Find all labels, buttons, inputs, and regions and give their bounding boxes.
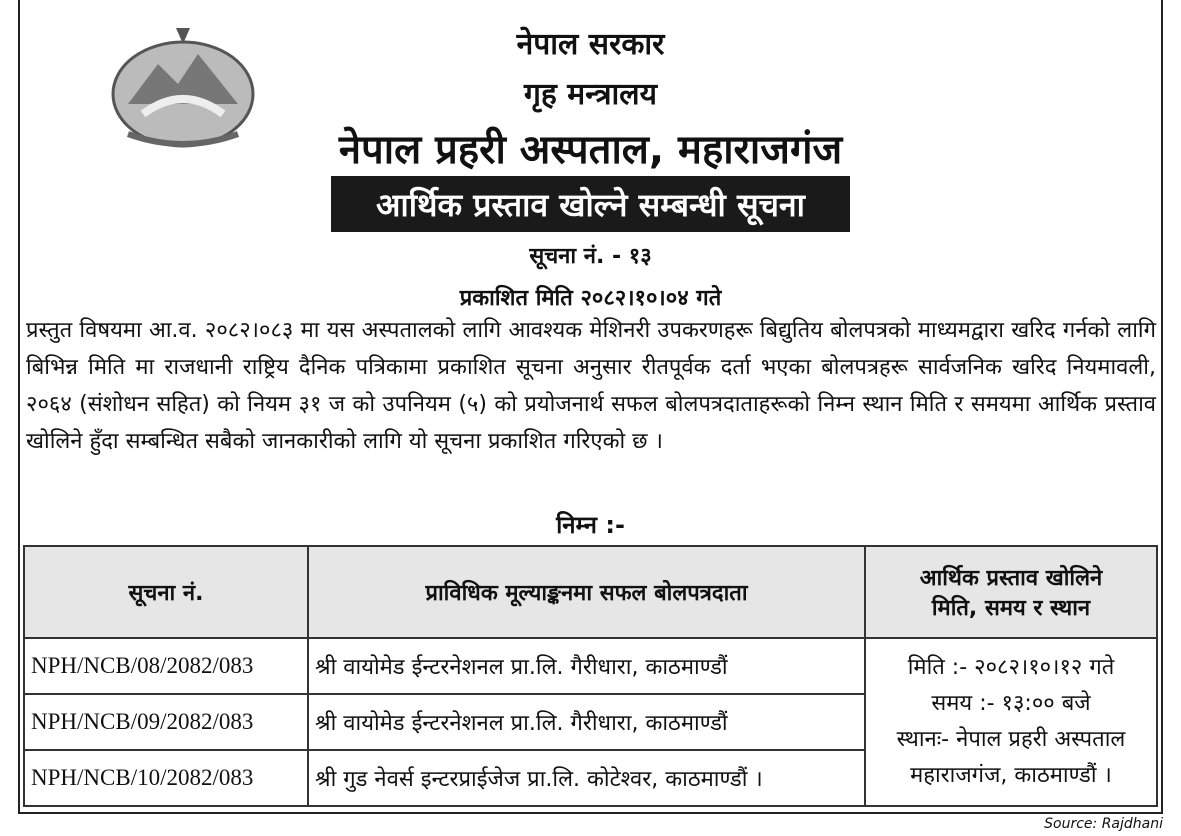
header-schedule-line2: मिति, समय र स्थान xyxy=(931,596,1091,621)
office-title: नेपाल प्रहरी अस्पताल, महाराजगंज xyxy=(338,127,843,173)
notice-no-cell: NPH/NCB/08/2082/083 xyxy=(24,638,308,694)
published-date: प्रकाशित मिति २०८२।१०।०४ गते xyxy=(459,286,722,311)
table-header-row xyxy=(24,546,1157,638)
notice-banner: आर्थिक प्रस्ताव खोल्ने सम्बन्धी सूचना xyxy=(331,176,850,232)
bidder-cell: श्री गुड नेवर्स इन्टरप्राईजेज प्रा.लि. कोटेश्वर, काठमाण्डौं । xyxy=(308,750,865,806)
ministry-title: गृह मन्त्रालय xyxy=(523,77,658,112)
bidder-cell: श्री वायोमेड ईन्टरनेशनल प्रा.लि. गैरीधारा, काठमाण्डौं xyxy=(308,694,865,750)
header-schedule-line1: आर्थिक प्रस्ताव खोलिने xyxy=(919,566,1103,591)
header-notice-no: सूचना नं. xyxy=(24,546,308,638)
notice-no-cell: NPH/NCB/09/2082/083 xyxy=(24,694,308,750)
schedule-time: समय :- १३:०० बजे xyxy=(931,691,1091,716)
notice-no-cell: NPH/NCB/10/2082/083 xyxy=(24,750,308,806)
header-schedule xyxy=(865,546,1157,638)
bidder-table xyxy=(23,545,1158,807)
table-row xyxy=(24,638,1157,694)
source-credit: Source: Rajdhani xyxy=(1044,816,1163,832)
schedule-cell xyxy=(865,638,1157,806)
notice-number: सूचना नं. - १३ xyxy=(529,244,652,269)
government-title: नेपाल सरकार xyxy=(516,27,665,62)
schedule-place-city: महाराजगंज, काठमाण्डौं । xyxy=(910,763,1112,788)
header-bidder: प्राविधिक मूल्याङ्कनमा सफल बोलपत्रदाता xyxy=(308,546,865,638)
notice-body: प्रस्तुत विषयमा आ.व. २०८२।०८३ मा यस अस्पतालको लागि आवश्यक मेशिनरी उपकरणहरू बिद्युतिय बोलपत्रको माध्यमद्वारा खरिद गर्नको लागि बिभिन्न मिति मा राजधानी राष्ट्रिय दैनिक पत्रिकामा प्रकाशित सूचना अनुसार रीतपूर्वक दर्ता भएका बोलपत्रहरू सार्वजनिक खरिद नियमावली, २०६४ (संशोधन सहित) को नियम ३१ ज को उपनियम (५) को प्रयोजनार्थ सफल बोलपत्रदाताहरूको निम्न स्थान मिति र समयमा आर्थिक प्रस्ताव खोलिने हुँदा सम्बन्धित सबैको जानकारीको लागि यो सूचना प्रकाशित गरिएको छ । xyxy=(26,318,1156,454)
schedule-place: स्थानः- नेपाल प्रहरी अस्पताल xyxy=(896,727,1126,752)
list-heading: निम्न :- xyxy=(556,511,625,539)
bidder-cell: श्री वायोमेड ईन्टरनेशनल प्रा.लि. गैरीधारा, काठमाण्डौं xyxy=(308,638,865,694)
schedule-date: मिति :- २०८२।१०।१२ गते xyxy=(907,655,1115,680)
